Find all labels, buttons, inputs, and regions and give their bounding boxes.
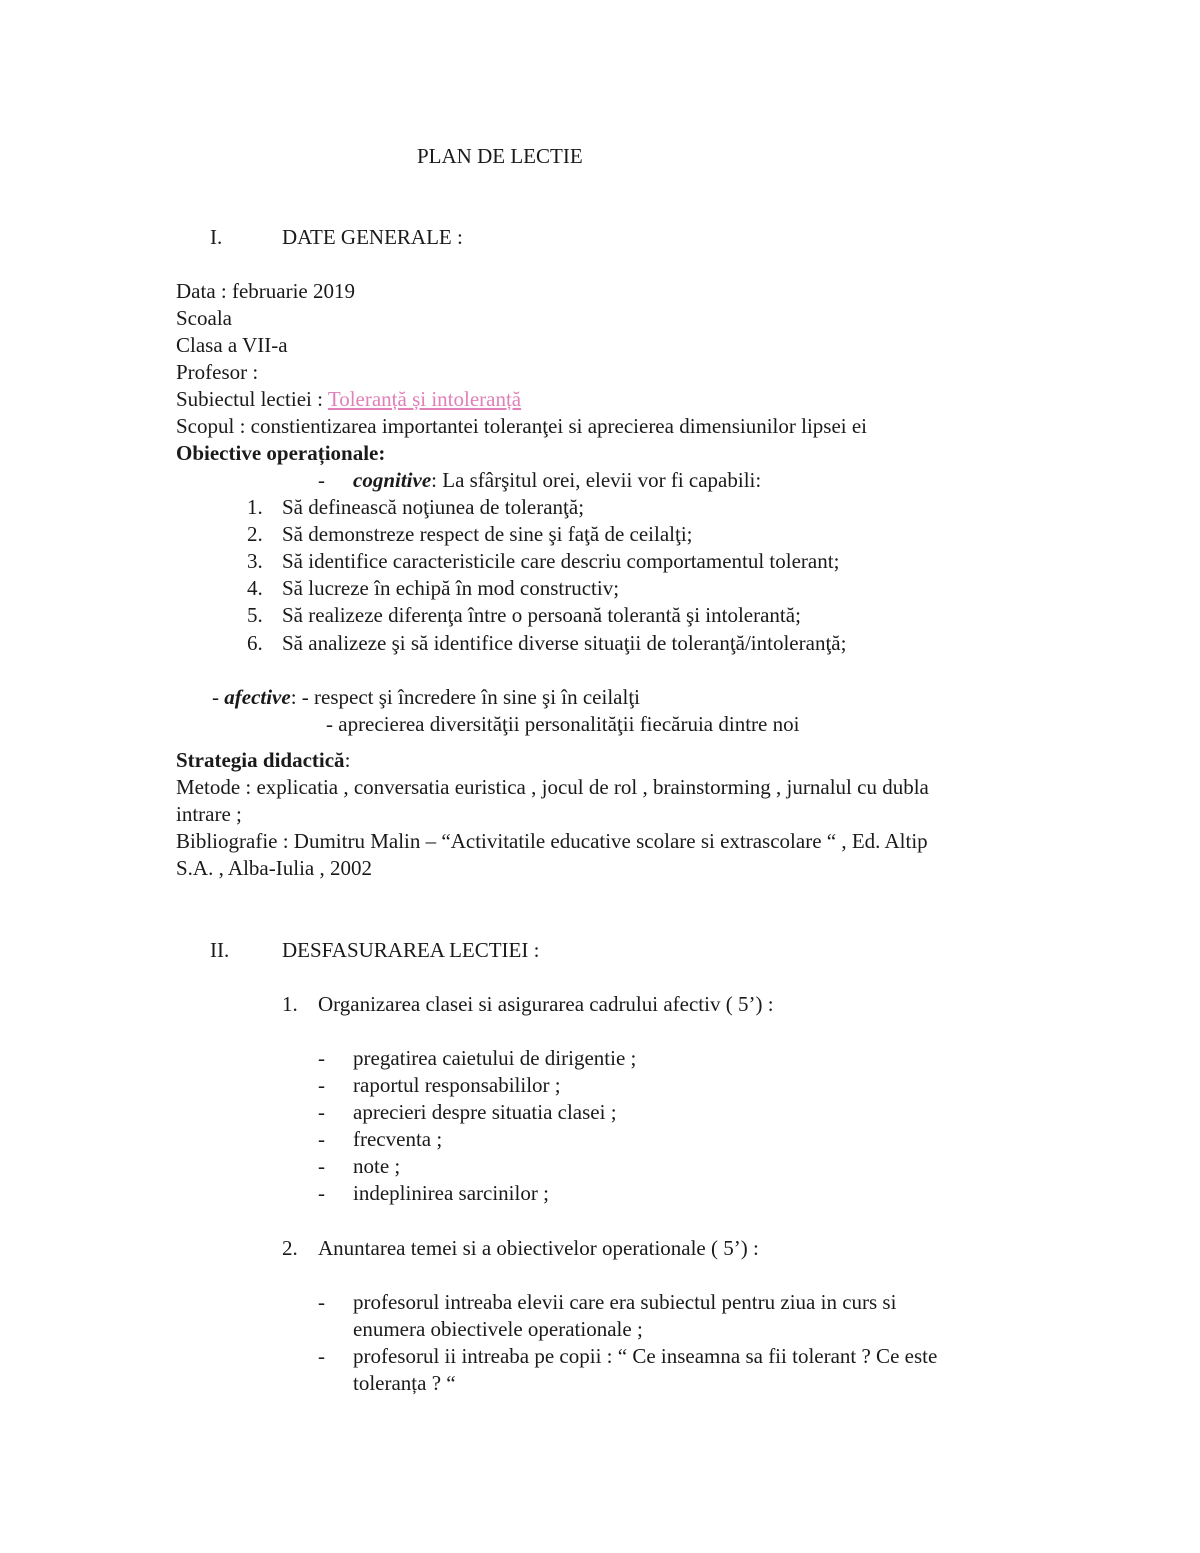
teacher-line: Profesor :	[176, 360, 259, 384]
bullet-dash: -	[318, 1344, 325, 1368]
objective-item: Să demonstreze respect de sine şi faţă de ceilalţi;	[282, 522, 693, 546]
step-title: Anuntarea temei si a obiectivelor operationale ( 5’) :	[318, 1236, 759, 1260]
objective-number: 4.	[247, 576, 263, 600]
subject-link[interactable]: Toleranță și intoleranță	[327, 387, 522, 411]
section-2-heading: DESFASURAREA LECTIEI :	[282, 938, 540, 962]
bullet-dash: -	[318, 1127, 325, 1151]
bibliography-line-cont: S.A. , Alba-Iulia , 2002	[176, 856, 372, 880]
bullet-dash: -	[318, 1073, 325, 1097]
step-title: Organizarea clasei si asigurarea cadrului afectiv ( 5’) :	[318, 992, 774, 1016]
bullet-dash: -	[318, 1154, 325, 1178]
page-title: PLAN DE LECTIE	[417, 144, 583, 168]
bullet-item: note ;	[353, 1154, 401, 1178]
class-line: Clasa a VII-a	[176, 333, 288, 357]
objectives-heading: Obiective operaționale:	[176, 441, 386, 465]
bullet-item-cont: toleranța ? “	[353, 1371, 456, 1395]
strategy-heading-text: Strategia didactică	[176, 748, 345, 772]
objective-item: Să realizeze diferenţa între o persoană tolerantă şi intolerantă;	[282, 603, 801, 627]
objective-item: Să definească noţiunea de toleranţă;	[282, 495, 585, 519]
school-line: Scoala	[176, 306, 232, 330]
objective-number: 1.	[247, 495, 263, 519]
bullet-dash: -	[318, 1100, 325, 1124]
section-1-numeral: I.	[210, 225, 223, 249]
objective-number: 6.	[247, 631, 263, 655]
step-number: 1.	[282, 992, 298, 1016]
affective-text-1: : - respect şi încredere în sine şi în ceilalţi	[290, 685, 640, 709]
methods-line: Metode : explicatia , conversatia euristica , jocul de rol , brainstorming , jurnalul cu dubla	[176, 775, 929, 799]
bullet-item: frecventa ;	[353, 1127, 443, 1151]
bullet-item: profesorul ii intreaba pe copii : “ Ce inseamna sa fii tolerant ? Ce este	[353, 1344, 938, 1368]
date-line: Data : februarie 2019	[176, 279, 356, 303]
affective-dash: -	[212, 685, 225, 709]
objective-item: Să lucreze în echipă în mod constructiv;	[282, 576, 620, 600]
bibliography-line: Bibliografie : Dumitru Malin – “Activitatile educative scolare si extrascolare “ , Ed. Altip	[176, 829, 928, 853]
bullet-item: aprecieri despre situatia clasei ;	[353, 1100, 617, 1124]
affective-line	[212, 684, 640, 711]
purpose-line: Scopul : constientizarea importantei toleranţei si aprecierea dimensiunilor lipsei ei	[176, 414, 868, 438]
bullet-item: indeplinirea sarcinilor ;	[353, 1181, 549, 1205]
affective-label: afective	[224, 685, 291, 709]
subject-line	[176, 386, 521, 413]
cognitive-text: : La sfârşitul orei, elevii vor fi capabili:	[431, 468, 762, 492]
bullet-item-cont: enumera obiectivele operationale ;	[353, 1317, 643, 1341]
cognitive-label: cognitive	[353, 468, 432, 492]
cognitive-line	[353, 467, 761, 494]
strategy-heading-colon: :	[344, 748, 351, 772]
bullet-item: raportul responsabililor ;	[353, 1073, 561, 1097]
bullet-item: profesorul intreaba elevii care era subiectul pentru ziua in curs si	[353, 1290, 897, 1314]
bullet-dash: -	[318, 1181, 325, 1205]
objective-item: Să analizeze şi să identifice diverse situaţii de toleranţă/intoleranţă;	[282, 631, 847, 655]
objective-number: 3.	[247, 549, 263, 573]
bullet-dash: -	[318, 1046, 325, 1070]
methods-line-cont: intrare ;	[176, 802, 242, 826]
objective-number: 5.	[247, 603, 263, 627]
section-2-numeral: II.	[210, 938, 230, 962]
step-number: 2.	[282, 1236, 298, 1260]
objective-number: 2.	[247, 522, 263, 546]
section-1-heading: DATE GENERALE :	[282, 225, 463, 249]
bullet-item: pregatirea caietului de dirigentie ;	[353, 1046, 637, 1070]
objective-item: Să identifice caracteristicile care descriu comportamentul tolerant;	[282, 549, 840, 573]
affective-text-2: - aprecierea diversităţii personalităţii fiecăruia dintre noi	[326, 712, 800, 736]
strategy-heading	[176, 747, 350, 774]
bullet-dash: -	[318, 1290, 325, 1314]
subject-label: Subiectul lectiei :	[176, 387, 328, 411]
cognitive-dash: -	[318, 468, 325, 492]
